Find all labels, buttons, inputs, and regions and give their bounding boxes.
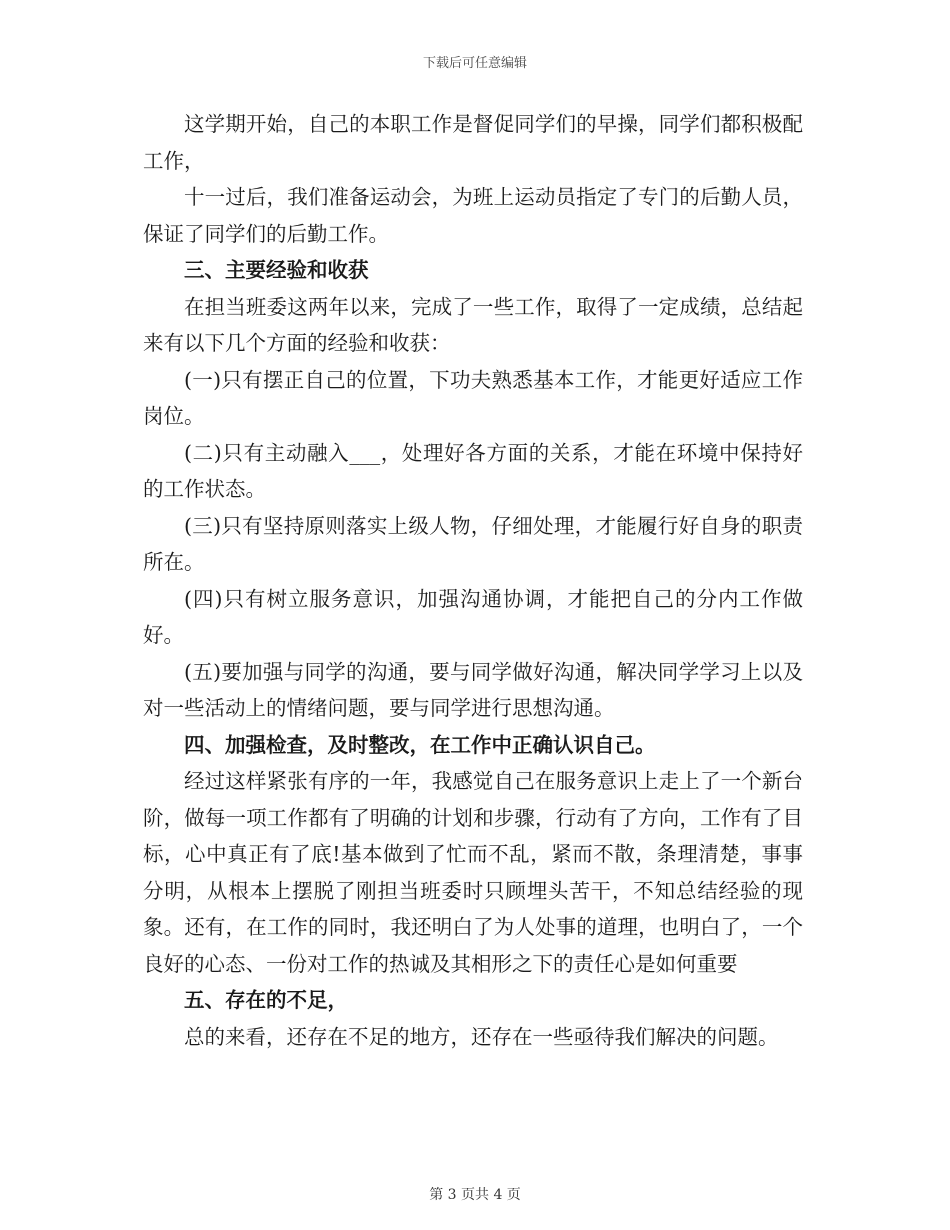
list-item: (二)只有主动融入___，处理好各方面的关系，才能在环境中保持好的工作状态。 — [143, 440, 803, 501]
section-heading: 四、加强检查，及时整改，在工作中正确认识自己。 — [184, 732, 656, 757]
paragraph: 总的来看，还存在不足的地方，还存在一些亟待我们解决的问题。 — [184, 1024, 779, 1049]
section-heading: 五、存在的不足， — [184, 988, 348, 1012]
list-item: (一)只有摆正自己的位置，下功夫熟悉基本工作，才能更好适应工作岗位。 — [143, 367, 803, 428]
paragraph: 十一过后，我们准备运动会，为班上运动员指定了专门的后勤人员，保证了同学们的后勤工作。 — [143, 185, 803, 246]
list-item: (五)要加强与同学的沟通，要与同学做好沟通，解决同学学习上以及对一些活动上的情绪问题，要与同学进行思想沟通。 — [143, 659, 803, 720]
document-body — [143, 106, 803, 1055]
paragraph: 经过这样紧张有序的一年，我感觉自己在服务意识上走上了一个新台阶，做每一项工作都有了明确的计划和步骤，行动有了方向，工作有了目标，心中真正有了底!基本做到了忙而不乱，紧而不散，条理清楚，事事分明，从根本上摆脱了刚担当班委时只顾埋头苦干，不知总结经验的现象。还有，在工作的同时，我还明白了为人处事的道理，也明白了，一个良好的心态、一份对工作的热诚及其相形之下的责任心是如何重要 — [143, 769, 803, 976]
paragraph: 这学期开始，自己的本职工作是督促同学们的早操，同学们都积极配工作， — [143, 112, 803, 173]
list-item: (四)只有树立服务意识，加强沟通协调，才能把自己的分内工作做好。 — [143, 586, 803, 647]
page-footer: 第 3 页共 4 页 — [429, 1187, 521, 1203]
paragraph: 在担当班委这两年以来，完成了一些工作，取得了一定成绩，总结起来有以下几个方面的经验和收获： — [143, 294, 803, 355]
page-header: 下载后可任意编辑 — [422, 56, 527, 71]
section-heading: 三、主要经验和收获 — [184, 258, 369, 282]
list-item: (三)只有坚持原则落实上级人物，仔细处理，才能履行好自身的职责所在。 — [143, 513, 803, 574]
